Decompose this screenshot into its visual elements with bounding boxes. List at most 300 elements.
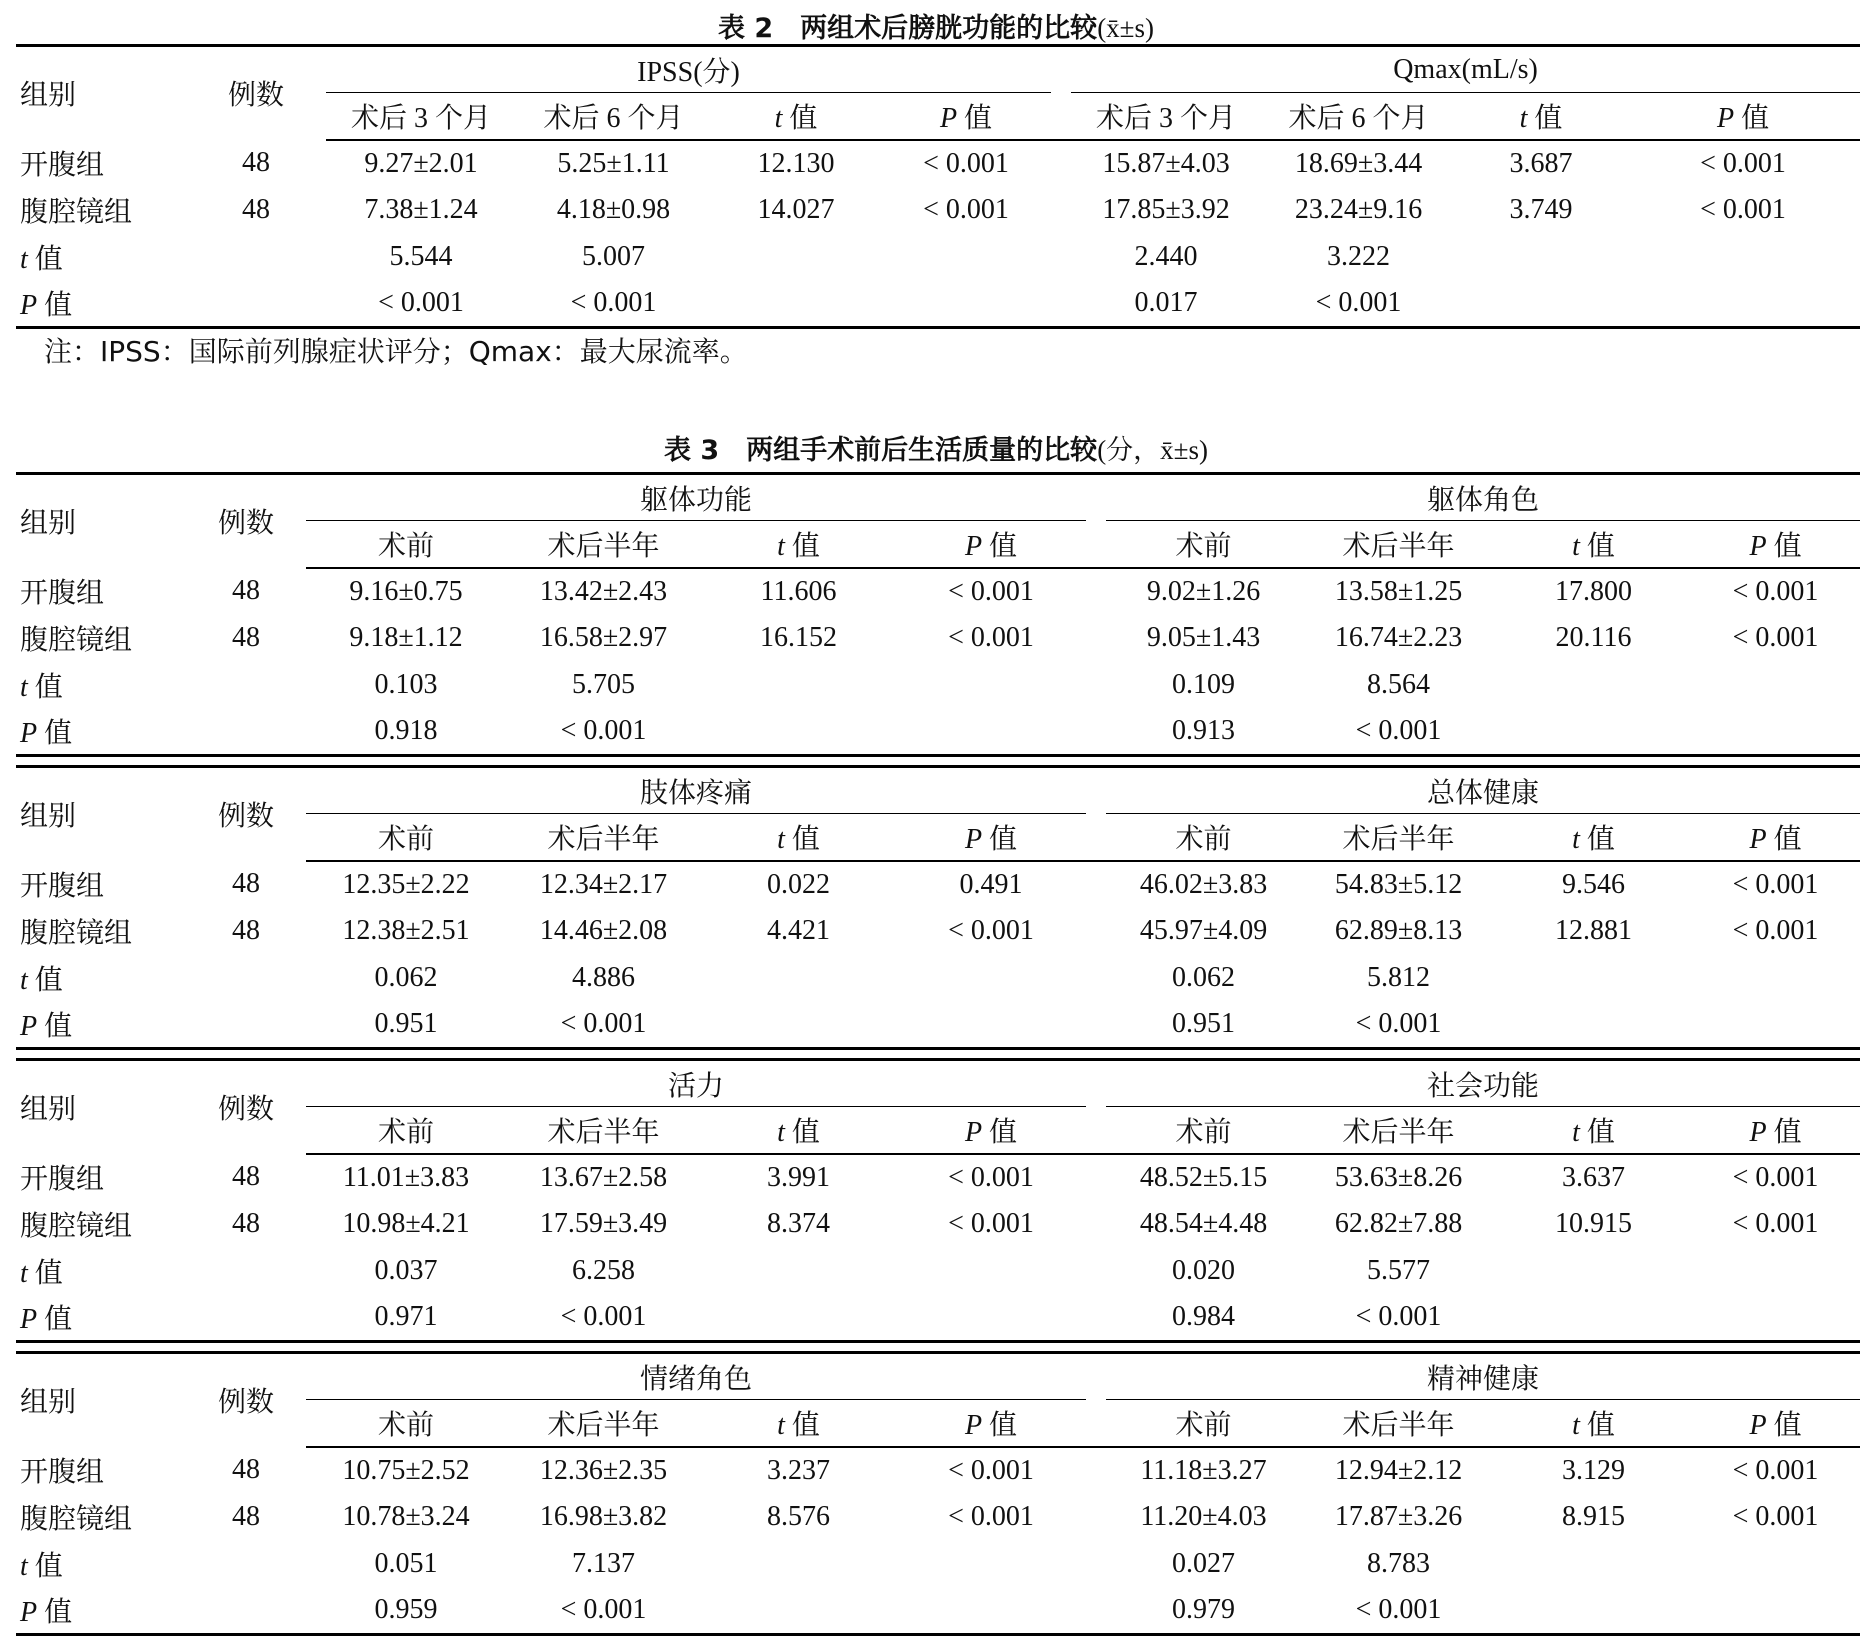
block-separator	[16, 756, 1860, 767]
table3-row-label: 腹腔镜组	[20, 1504, 133, 1535]
table3-right-value-1: 9.05±1.43	[1146, 622, 1261, 653]
table3-subcol-3: t 值	[1496, 1107, 1691, 1154]
table3-gap	[1086, 1154, 1106, 1201]
table3-left-value-2: 17.59±3.49	[539, 1208, 668, 1239]
table3-row-label: P 值	[20, 718, 73, 750]
table3-left-value-2: 7.137	[572, 1548, 635, 1579]
table3-row-n: 48	[232, 1501, 260, 1532]
table3-subcol-2: 术后半年	[506, 1400, 701, 1447]
table3-subcol-2: 术后半年	[1301, 521, 1496, 568]
table2-gap	[1051, 93, 1071, 140]
block-separator	[16, 1342, 1860, 1353]
table3-left-value-2: < 0.001	[560, 1594, 647, 1626]
table3-right-value-3: 8.915	[1562, 1501, 1626, 1532]
table3-right-value-2: 5.812	[1367, 962, 1431, 993]
table3-right-value-3	[1496, 1541, 1691, 1588]
table3-left-value-4: < 0.001	[948, 622, 1034, 653]
table2-left-value-2: < 0.001	[570, 287, 657, 319]
table3-left-value-3: 3.991	[767, 1161, 830, 1193]
table3-right-value-2: 17.87±3.26	[1334, 1501, 1463, 1532]
table3-left-value-4: < 0.001	[948, 915, 1034, 946]
table3-gap	[1086, 1588, 1106, 1635]
table3-right-value-1: 0.020	[1172, 1255, 1236, 1286]
table3-left-value-4	[896, 709, 1086, 756]
table3-gap	[1086, 1400, 1106, 1447]
table3-subcol-1: 术前	[306, 1107, 506, 1154]
table3-right-value-1: 0.027	[1172, 1548, 1236, 1579]
table3-row-n: 48	[232, 1454, 260, 1485]
table3-left-value-1: 0.062	[374, 962, 438, 993]
table-row	[16, 568, 1860, 615]
table2-subcol-2: 术后 6 个月	[516, 93, 711, 140]
table2-row-label: 腹腔镜组	[20, 197, 133, 228]
table3-right-value-3	[1496, 1248, 1691, 1295]
table3-gap	[1086, 1107, 1106, 1154]
table3-gap	[1086, 521, 1106, 568]
table3-domain-left: 活力	[306, 1060, 1086, 1107]
table3-row-label: 腹腔镜组	[20, 918, 133, 949]
table3-left-value-3: 0.022	[767, 868, 830, 900]
table3-row-n	[186, 1248, 306, 1295]
table2-left-value-3	[711, 234, 881, 281]
table3-right-value-2: 8.783	[1367, 1548, 1431, 1579]
table2-right-value-1: 15.87±4.03	[1102, 147, 1230, 179]
table3-gap	[1086, 1002, 1106, 1049]
table3-right-value-2: 5.577	[1367, 1255, 1431, 1286]
table-row	[16, 1541, 1860, 1588]
table3-gap	[1086, 662, 1106, 709]
table3-right-value-4: < 0.001	[1732, 575, 1819, 607]
table3-right-value-1: 0.109	[1172, 669, 1236, 700]
table2-header	[16, 46, 1860, 140]
table3-row-label: 腹腔镜组	[20, 625, 133, 656]
table3-left-value-3	[701, 662, 896, 709]
table3-row-label: t 值	[20, 1551, 63, 1582]
table3-left-value-1: 9.18±1.12	[349, 622, 463, 653]
table3-right-value-4	[1691, 1541, 1860, 1588]
table3-left-value-4	[896, 1002, 1086, 1049]
table3-row-label: 腹腔镜组	[20, 1211, 133, 1242]
table3-right-value-1: 0.984	[1172, 1301, 1236, 1333]
table3-gap	[1086, 814, 1106, 861]
table3-right-value-2: 8.564	[1367, 669, 1431, 700]
block-separator	[16, 1049, 1860, 1060]
table3-subcol-2: 术后半年	[1301, 814, 1496, 861]
table3-cases-header: 例数	[217, 801, 274, 833]
table2-gap	[1051, 140, 1071, 187]
table3-caption-text: 表 3 两组手术前后生活质量的比较	[664, 435, 1098, 466]
table2-right-value-3: 3.749	[1509, 194, 1573, 225]
table3-row-label: t 值	[20, 672, 63, 703]
table-row	[16, 709, 1860, 756]
table3-row-n	[186, 709, 306, 756]
table3-right-value-2: < 0.001	[1355, 715, 1442, 747]
table3-right-value-2: 62.89±8.13	[1334, 915, 1463, 946]
table3-gap	[1086, 1353, 1106, 1400]
table3-row-label: P 值	[20, 1597, 73, 1629]
table2-right-value-4: < 0.001	[1700, 147, 1786, 179]
table3-right-value-3: 12.881	[1555, 915, 1633, 946]
table3-subcol-4: P 值	[896, 521, 1086, 568]
table2-right-value-1: 2.440	[1134, 241, 1198, 272]
table3-left-value-3: 11.606	[760, 575, 837, 607]
table3-row-label: 开腹组	[20, 578, 105, 609]
table2-right-value-1: 0.017	[1134, 287, 1198, 319]
table3-subcol-1: 术前	[306, 814, 506, 861]
table3-left-value-2: < 0.001	[560, 1008, 647, 1040]
table3-caption	[0, 430, 1872, 471]
table-row	[16, 662, 1860, 709]
table3-group-header: 组别	[20, 1094, 77, 1126]
table-row	[16, 1447, 1860, 1494]
table3-left-value-3: 16.152	[760, 622, 837, 653]
table3-subcol-1: 术前	[1106, 1107, 1301, 1154]
table-row	[16, 234, 1860, 281]
table-row	[16, 861, 1860, 908]
table2-row-n	[186, 234, 326, 281]
table3-left-value-2: 14.46±2.08	[539, 915, 668, 946]
table3-right-value-1: 0.979	[1172, 1594, 1236, 1626]
table3-row-n: 48	[232, 915, 260, 946]
table-row	[16, 187, 1860, 234]
table2-left-value-3: 12.130	[757, 147, 835, 179]
block-header-row	[16, 1060, 1860, 1107]
table3-right-value-4: < 0.001	[1732, 1208, 1819, 1239]
table3-subcol-2: 术后半年	[506, 1107, 701, 1154]
table2-subcol-1: 术后 3 个月	[326, 93, 516, 140]
table3-row-n	[186, 1588, 306, 1635]
table3-left-value-2: 16.98±3.82	[539, 1501, 668, 1532]
table3-left-value-2: < 0.001	[560, 1301, 647, 1333]
table2	[16, 44, 1860, 329]
table3-right-value-2: < 0.001	[1355, 1594, 1442, 1626]
table3-right-value-2: 13.58±1.25	[1334, 575, 1463, 607]
table3-subcol-4: P 值	[1691, 814, 1860, 861]
table3-right-value-2: < 0.001	[1355, 1008, 1442, 1040]
table3-right-value-1: 45.97±4.09	[1139, 915, 1268, 946]
table3-right-value-3: 3.129	[1562, 1454, 1626, 1486]
table3-left-value-1: 0.959	[374, 1594, 438, 1626]
table3-gap	[1086, 1060, 1106, 1107]
table3-gap	[1086, 568, 1106, 615]
table3-domain-right: 精神健康	[1106, 1353, 1860, 1400]
table-row	[16, 1201, 1860, 1248]
table3-right-value-3: 10.915	[1555, 1208, 1633, 1239]
table3-left-value-1: 11.01±3.83	[342, 1161, 470, 1193]
table2-subcol-2: 术后 6 个月	[1261, 93, 1456, 140]
table3-left-value-1: 12.35±2.22	[342, 868, 470, 900]
table3-domain-left: 肢体疼痛	[306, 767, 1086, 814]
table3-right-value-1: 48.54±4.48	[1139, 1208, 1268, 1239]
table3-left-value-3: 4.421	[767, 915, 830, 946]
table3-subcol-3: t 值	[1496, 1400, 1691, 1447]
table3-subcol-1: 术前	[306, 1400, 506, 1447]
table3-subcol-3: t 值	[701, 1107, 896, 1154]
table3-left-value-2: 6.258	[572, 1255, 635, 1286]
table3-right-value-3: 17.800	[1555, 575, 1633, 607]
table3-gap	[1086, 474, 1106, 521]
table3-right-value-2: 53.63±8.26	[1334, 1161, 1463, 1193]
table3-left-value-2: 13.42±2.43	[539, 575, 668, 607]
table3-left-value-4: < 0.001	[948, 1454, 1034, 1486]
table3-right-value-4: < 0.001	[1732, 1501, 1819, 1532]
table-row	[16, 1295, 1860, 1342]
table2-caption	[0, 8, 1872, 49]
table2-left-value-3	[711, 281, 881, 328]
table2-gap	[1051, 46, 1071, 93]
table-row	[16, 1154, 1860, 1201]
table3-row-n	[186, 662, 306, 709]
table3-subcol-4: P 值	[896, 814, 1086, 861]
table3-left-value-4: < 0.001	[948, 1501, 1034, 1532]
table3-gap	[1086, 1248, 1106, 1295]
table3-left-value-1: 10.98±4.21	[342, 1208, 470, 1239]
table2-right-value-4: < 0.001	[1700, 194, 1786, 225]
table3-subcol-4: P 值	[1691, 1107, 1860, 1154]
table3-domain-right: 总体健康	[1106, 767, 1860, 814]
table2-body	[16, 140, 1860, 328]
table3-left-value-4: 0.491	[959, 868, 1023, 900]
table2-left-value-2: 4.18±0.98	[556, 194, 671, 225]
table3-left-value-2: 12.36±2.35	[539, 1454, 668, 1486]
table-row	[16, 615, 1860, 662]
table3-row-label: t 值	[20, 1258, 63, 1289]
table3-left-value-2: 5.705	[572, 669, 635, 700]
table3-left-value-1: 12.38±2.51	[342, 915, 470, 946]
table3-left-value-3: 8.576	[767, 1501, 830, 1532]
table2-cases-header: 例数	[227, 80, 284, 112]
table2-right-value-1: 17.85±3.92	[1102, 194, 1230, 225]
table3-gap	[1086, 767, 1106, 814]
table3-left-value-4	[896, 1295, 1086, 1342]
table3-left-value-1: 10.78±3.24	[342, 1501, 470, 1532]
table2-row-label: P 值	[20, 290, 73, 322]
table2-subcol-3: t 值	[711, 93, 881, 140]
table3-left-value-4: < 0.001	[948, 1161, 1034, 1193]
table3-right-value-1: 9.02±1.26	[1146, 575, 1261, 607]
table3-right-value-1: 0.913	[1172, 715, 1236, 747]
table3-right-value-4: < 0.001	[1732, 1161, 1819, 1193]
table2-left-value-1: < 0.001	[378, 287, 464, 319]
table3-group-header: 组别	[20, 508, 77, 540]
table3-row-label: P 值	[20, 1304, 73, 1336]
table3-left-value-1: 0.971	[374, 1301, 438, 1333]
table3-right-value-3	[1496, 1588, 1691, 1635]
table3-right-value-3: 9.546	[1562, 868, 1626, 900]
table3-left-value-3: 3.237	[767, 1454, 830, 1486]
table2-right-value-2: 18.69±3.44	[1294, 147, 1423, 179]
table3-left-value-1: 0.918	[374, 715, 438, 747]
table3-left-value-3	[701, 1588, 896, 1635]
table3-row-n	[186, 1541, 306, 1588]
table2-right-value-4	[1626, 234, 1860, 281]
double-rule	[16, 1049, 1860, 1060]
table2-row-label: 开腹组	[20, 150, 105, 181]
table2-gap	[1051, 234, 1071, 281]
double-rule	[16, 756, 1860, 767]
table3-row-n: 48	[232, 1161, 260, 1192]
table3-subcol-3: t 值	[701, 521, 896, 568]
table3-left-value-1: 0.051	[374, 1548, 438, 1579]
table3-row-label: t 值	[20, 965, 63, 996]
table2-subcol-4: P 值	[1626, 93, 1860, 140]
table2-right-value-4	[1626, 281, 1860, 328]
table3-left-value-4	[896, 662, 1086, 709]
table3-left-value-2: 13.67±2.58	[539, 1161, 668, 1193]
table3-right-value-4	[1691, 1295, 1860, 1342]
table3-left-value-3	[701, 955, 896, 1002]
table-row	[16, 1248, 1860, 1295]
table2-right-value-2: 23.24±9.16	[1294, 194, 1423, 225]
table3-left-value-4: < 0.001	[948, 1208, 1034, 1239]
table3-right-value-2: 62.82±7.88	[1334, 1208, 1463, 1239]
table3-row-n: 48	[232, 1208, 260, 1239]
table3-gap	[1086, 908, 1106, 955]
table3-gap	[1086, 709, 1106, 756]
table3-row-n	[186, 1295, 306, 1342]
table3-subcol-2: 术后半年	[506, 814, 701, 861]
table3-left-value-3	[701, 1248, 896, 1295]
table2-left-value-4	[881, 281, 1051, 328]
table3-subcol-3: t 值	[1496, 521, 1691, 568]
table3-right-value-1: 0.062	[1172, 962, 1236, 993]
table3-right-value-3: 3.637	[1562, 1161, 1626, 1193]
table3-cases-header: 例数	[217, 1387, 274, 1419]
table3-row-n	[186, 1002, 306, 1049]
table3-row-label: 开腹组	[20, 1164, 105, 1195]
table2-left-value-4: < 0.001	[923, 194, 1009, 225]
table3-right-value-4: < 0.001	[1732, 915, 1819, 946]
table3-row-n: 48	[232, 868, 260, 899]
table3-right-value-3	[1496, 1295, 1691, 1342]
table2-subcol-4: P 值	[881, 93, 1051, 140]
table2-row-label: t 值	[20, 244, 63, 275]
table3-gap	[1086, 1295, 1106, 1342]
table3-left-value-4: < 0.001	[948, 575, 1034, 607]
table3-left-value-3	[701, 1541, 896, 1588]
table-row	[16, 908, 1860, 955]
table2-right-value-2: 3.222	[1327, 241, 1391, 272]
table3-right-value-4	[1691, 1248, 1860, 1295]
table3-subcol-3: t 值	[1496, 814, 1691, 861]
table2-row-n: 48	[242, 147, 270, 178]
table2-caption-format: (x̄±s)	[1097, 13, 1154, 43]
table3-subcol-4: P 值	[896, 1107, 1086, 1154]
table2-gap	[1051, 281, 1071, 328]
table3-right-value-2: < 0.001	[1355, 1301, 1442, 1333]
block-header-row	[16, 474, 1860, 521]
table3-subcol-4: P 值	[1691, 521, 1860, 568]
table2-right-value-3	[1456, 234, 1626, 281]
table3-left-value-1: 9.16±0.75	[349, 575, 463, 607]
table3-right-value-4	[1691, 709, 1860, 756]
table3-left-value-4	[896, 1588, 1086, 1635]
table3-caption-format: (分，x̄±s)	[1097, 435, 1208, 465]
table3-right-value-2: 16.74±2.23	[1334, 622, 1463, 653]
table3-right-value-1: 11.18±3.27	[1140, 1454, 1267, 1486]
table3-right-value-3	[1496, 1002, 1691, 1049]
table3-left-value-3: 8.374	[767, 1208, 830, 1239]
table3-row-label: 开腹组	[20, 871, 105, 902]
table2-right-value-3: 3.687	[1509, 147, 1573, 179]
table3-subcol-2: 术后半年	[506, 521, 701, 568]
table-row	[16, 1494, 1860, 1541]
table3-right-value-4	[1691, 662, 1860, 709]
double-rule	[16, 1342, 1860, 1353]
table3-right-value-1: 46.02±3.83	[1139, 868, 1268, 900]
table3-right-value-1: 48.52±5.15	[1139, 1161, 1268, 1193]
table2-group-header: 组别	[20, 80, 77, 112]
table3-left-value-2: 4.886	[572, 962, 635, 993]
table2-note: 注：IPSS：国际前列腺症状评分；Qmax：最大尿流率。	[44, 335, 748, 368]
table3-left-value-4	[896, 1248, 1086, 1295]
table3-domain-right: 躯体角色	[1106, 474, 1860, 521]
table3-subcol-4: P 值	[1691, 1400, 1860, 1447]
table3-left-value-1: 0.103	[374, 669, 438, 700]
block-header-row	[16, 767, 1860, 814]
table2-left-value-4: < 0.001	[923, 147, 1009, 179]
table2-left-value-2: 5.007	[582, 241, 645, 272]
table3-gap	[1086, 861, 1106, 908]
table3-left-value-4	[896, 955, 1086, 1002]
table3-gap	[1086, 615, 1106, 662]
table3-left-value-2: 12.34±2.17	[539, 868, 668, 900]
table3-body	[16, 474, 1860, 1635]
table3-right-value-3	[1496, 709, 1691, 756]
table3-subcol-3: t 值	[701, 1400, 896, 1447]
table3-subcol-3: t 值	[701, 814, 896, 861]
table3-right-value-3	[1496, 955, 1691, 1002]
table3-subcol-1: 术前	[306, 521, 506, 568]
table2-subcol-1: 术后 3 个月	[1071, 93, 1261, 140]
table3-domain-right: 社会功能	[1106, 1060, 1860, 1107]
table3-left-value-4	[896, 1541, 1086, 1588]
table2-left-value-1: 9.27±2.01	[364, 147, 478, 179]
table3-domain-left: 情绪角色	[306, 1353, 1086, 1400]
table-row	[16, 140, 1860, 187]
table2-caption-text: 表 2 两组术后膀胱功能的比较	[718, 13, 1098, 44]
table3-cases-header: 例数	[217, 1094, 274, 1126]
table2-left-value-1: 5.544	[389, 241, 453, 272]
table3-gap	[1086, 1201, 1106, 1248]
table3-row-n	[186, 955, 306, 1002]
table2-right-value-3	[1456, 281, 1626, 328]
table3-subcol-1: 术前	[1106, 1400, 1301, 1447]
table3-right-value-3	[1496, 662, 1691, 709]
table2-left-value-1: 7.38±1.24	[364, 194, 478, 225]
table3-gap	[1086, 955, 1106, 1002]
table2-left-value-3: 14.027	[757, 194, 835, 225]
table3-subcol-2: 术后半年	[1301, 1107, 1496, 1154]
table3-right-value-4	[1691, 1002, 1860, 1049]
table3-group-header: 组别	[20, 801, 77, 833]
table3	[16, 472, 1860, 1636]
table-row	[16, 281, 1860, 328]
table2-gap	[1051, 187, 1071, 234]
table3-group-header: 组别	[20, 1387, 77, 1419]
table3-left-value-2: 16.58±2.97	[539, 622, 668, 653]
table3-row-n: 48	[232, 622, 260, 653]
table2-row-n: 48	[242, 194, 270, 225]
table2-left-value-2: 5.25±1.11	[557, 147, 670, 179]
table-row	[16, 1588, 1860, 1635]
table3-right-value-4: < 0.001	[1732, 868, 1819, 900]
table2-domain-left: IPSS(分)	[326, 46, 1051, 93]
table3-left-value-3	[701, 1002, 896, 1049]
table3-right-value-4: < 0.001	[1732, 1454, 1819, 1486]
table3-domain-left: 躯体功能	[306, 474, 1086, 521]
table3-gap	[1086, 1494, 1106, 1541]
